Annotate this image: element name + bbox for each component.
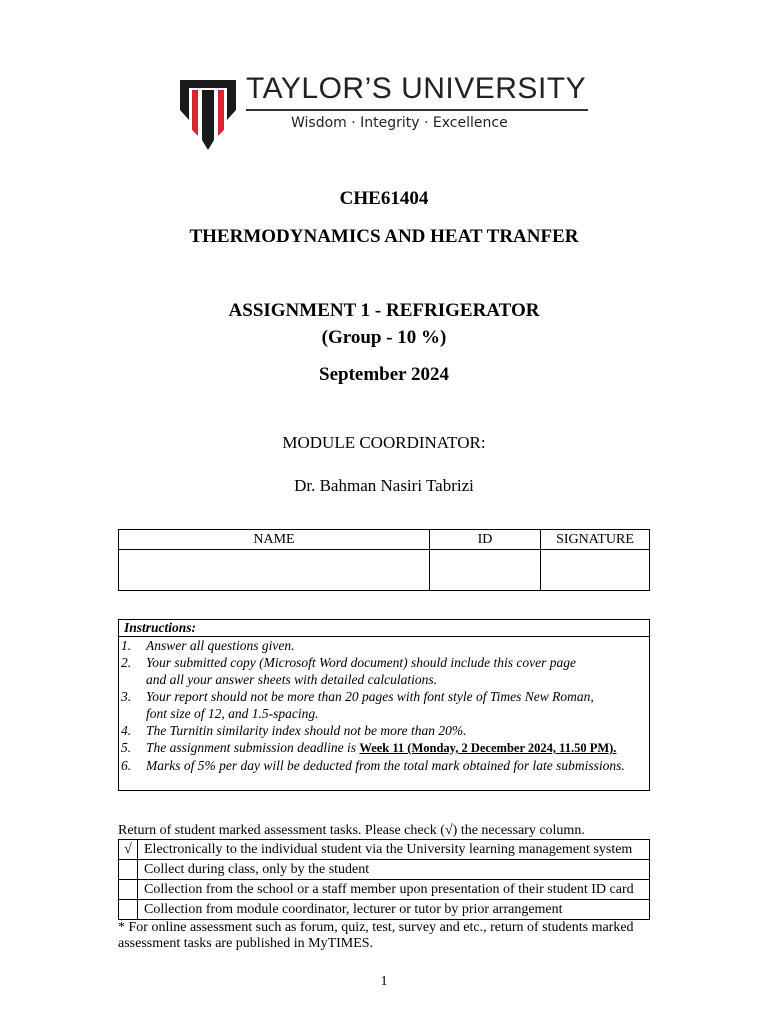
id-column-header: ID — [430, 530, 541, 550]
coordinator-name: Dr. Bahman Nasiri Tabrizi — [294, 476, 474, 495]
instruction-text: Marks of 5% per day will be deducted from the total mark obtained for late submissions. — [146, 758, 625, 773]
return-option-row — [119, 900, 650, 920]
coordinator-label: MODULE COORDINATOR: — [282, 433, 486, 452]
return-option-label: Electronically to the individual student via the University learning management system — [138, 840, 650, 860]
return-option-checkbox[interactable] — [119, 860, 138, 880]
instructions-box — [118, 619, 650, 791]
return-option-row — [119, 880, 650, 900]
instruction-number: 5. — [121, 740, 132, 755]
instruction-text: Answer all questions given. — [146, 638, 295, 653]
university-name: TAYLOR’S UNIVERSITY — [246, 72, 587, 105]
instruction-text: The Turnitin similarity index should not be more than 20%. — [146, 723, 467, 738]
instruction-item — [119, 739, 649, 757]
return-section-title: Return of student marked assessment tasks. Please check (√) the necessary column. — [118, 823, 585, 838]
instruction-item — [119, 757, 649, 774]
instruction-text: and all your answer sheets with detailed calculations. — [146, 672, 437, 687]
course-title: THERMODYNAMICS AND HEAT TRANFER — [189, 226, 579, 247]
id-field[interactable] — [430, 550, 541, 591]
instruction-text: Your submitted copy (Microsoft Word document) should include this cover page — [146, 655, 576, 670]
return-option-checkbox[interactable] — [119, 880, 138, 900]
university-crest-icon — [178, 76, 238, 152]
return-option-checkbox[interactable]: √ — [119, 840, 138, 860]
instructions-list — [119, 637, 649, 774]
return-option-checkbox[interactable] — [119, 900, 138, 920]
instruction-item — [119, 637, 649, 654]
return-option-row — [119, 860, 650, 880]
online-assessment-note: * For online assessment such as forum, quiz, test, survey and etc., return of students marked assessment tasks are published in MyTIMES. — [118, 920, 634, 951]
name-field[interactable] — [119, 550, 430, 591]
return-option-label: Collection from module coordinator, lecturer or tutor by prior arrangement — [138, 900, 650, 920]
student-signature-table — [118, 529, 650, 591]
logo-divider — [246, 109, 588, 111]
university-tagline: Wisdom · Integrity · Excellence — [291, 115, 508, 131]
assignment-weight: (Group - 10 %) — [321, 327, 447, 348]
signature-column-header: SIGNATURE — [541, 530, 650, 550]
instruction-number: 1. — [121, 638, 132, 653]
signature-field[interactable] — [541, 550, 650, 591]
instruction-text: font size of 12, and 1.5-spacing. — [146, 706, 319, 721]
assignment-title: ASSIGNMENT 1 - REFRIGERATOR — [228, 300, 540, 321]
return-option-label: Collect during class, only by the student — [138, 860, 650, 880]
return-option-label: Collection from the school or a staff member upon presentation of their student ID card — [138, 880, 650, 900]
term: September 2024 — [319, 364, 449, 385]
instruction-item — [119, 654, 649, 688]
instruction-text: Your report should not be more than 20 pages with font style of Times New Roman, — [146, 689, 594, 704]
name-column-header: NAME — [119, 530, 430, 550]
return-options-table — [118, 839, 650, 920]
instruction-number: 2. — [121, 655, 132, 670]
instruction-item — [119, 722, 649, 739]
instruction-text: The assignment submission deadline is — [146, 740, 360, 755]
instruction-number: 3. — [121, 689, 132, 704]
instruction-number: 4. — [121, 723, 132, 738]
instructions-title: Instructions: — [119, 620, 649, 637]
instruction-number: 6. — [121, 758, 132, 773]
university-logo — [178, 74, 598, 154]
return-option-row — [119, 840, 650, 860]
page-number: 1 — [380, 974, 388, 989]
submission-deadline: Week 11 (Monday, 2 December 2024, 11.50 PM). — [359, 741, 617, 755]
instruction-item — [119, 688, 649, 722]
course-code: CHE61404 — [339, 188, 429, 209]
